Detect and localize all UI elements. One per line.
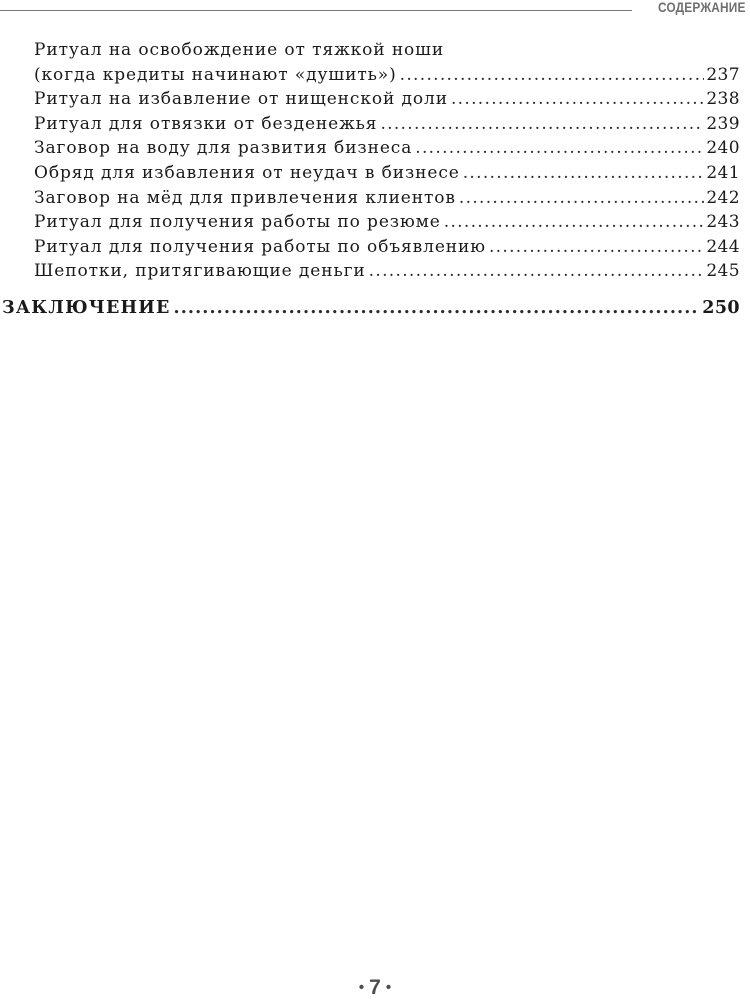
- toc-entry-title: Ритуал для получения работы по объявлению: [34, 236, 486, 257]
- toc-top-level-page: 250: [702, 297, 740, 318]
- dot-leader: [174, 298, 701, 318]
- bullet-ornament: •: [385, 979, 392, 996]
- toc-entry[interactable]: [0, 138, 740, 163]
- toc-entry-title: Обряд для избавления от неудач в бизнесе: [34, 162, 460, 183]
- section-label: СОДЕРЖАНИЕ: [658, 0, 746, 15]
- toc-entry-title: (когда кредиты начинают «душить»): [34, 64, 397, 85]
- header-rule: [0, 10, 632, 11]
- toc-entry-title: Заговор на мёд для привлечения клиентов: [34, 187, 456, 208]
- toc-entry-page: 241: [706, 162, 740, 183]
- toc-entry-title: Ритуал на избавление от нищенской доли: [34, 89, 448, 110]
- toc-entry[interactable]: [0, 261, 740, 286]
- page-number: 7: [369, 976, 381, 999]
- toc-entry-title: Шепотки, притягивающие деньги: [34, 261, 366, 282]
- toc-entry-page: 244: [706, 236, 740, 257]
- toc-entry-title: Заговор на воду для развития бизнеса: [34, 138, 413, 159]
- toc-entry-page: 240: [706, 138, 740, 159]
- table-of-contents: [0, 40, 740, 323]
- dot-leader: [459, 188, 704, 208]
- toc-entry-page: 242: [706, 187, 740, 208]
- dot-leader: [400, 65, 705, 85]
- toc-entry-title-line[interactable]: [0, 40, 740, 65]
- dot-leader: [415, 138, 704, 158]
- toc-entry-page: 238: [706, 89, 740, 110]
- toc-entry-page: 245: [706, 261, 740, 282]
- page-number-footer: [0, 976, 750, 1000]
- toc-entry[interactable]: [0, 188, 740, 213]
- dot-leader: [380, 114, 704, 134]
- toc-entry[interactable]: [0, 114, 740, 139]
- toc-entry[interactable]: [0, 237, 740, 262]
- toc-entry-page: 237: [706, 64, 740, 85]
- dot-leader: [463, 163, 705, 183]
- toc-entry-page: 243: [706, 212, 740, 233]
- toc-entry[interactable]: [0, 163, 740, 188]
- toc-top-level-title: ЗАКЛЮЧЕНИЕ: [2, 297, 171, 318]
- toc-entry[interactable]: [0, 89, 740, 114]
- toc-entry-title: Ритуал для отвязки от безденежья: [34, 113, 378, 134]
- toc-entry-title: Ритуал для получения работы по резюме: [34, 212, 441, 233]
- dot-leader: [451, 89, 704, 109]
- running-header: [0, 0, 750, 20]
- toc-entry[interactable]: [0, 65, 740, 90]
- dot-leader: [489, 237, 704, 257]
- toc-top-level-entry[interactable]: [0, 298, 740, 323]
- toc-entry-page: 239: [706, 113, 740, 134]
- dot-leader: [369, 261, 705, 281]
- bullet-ornament: •: [358, 979, 365, 996]
- toc-entry-title: Ритуал на освобождение от тяжкой ноши: [34, 40, 445, 60]
- dot-leader: [444, 212, 705, 232]
- toc-entry[interactable]: [0, 212, 740, 237]
